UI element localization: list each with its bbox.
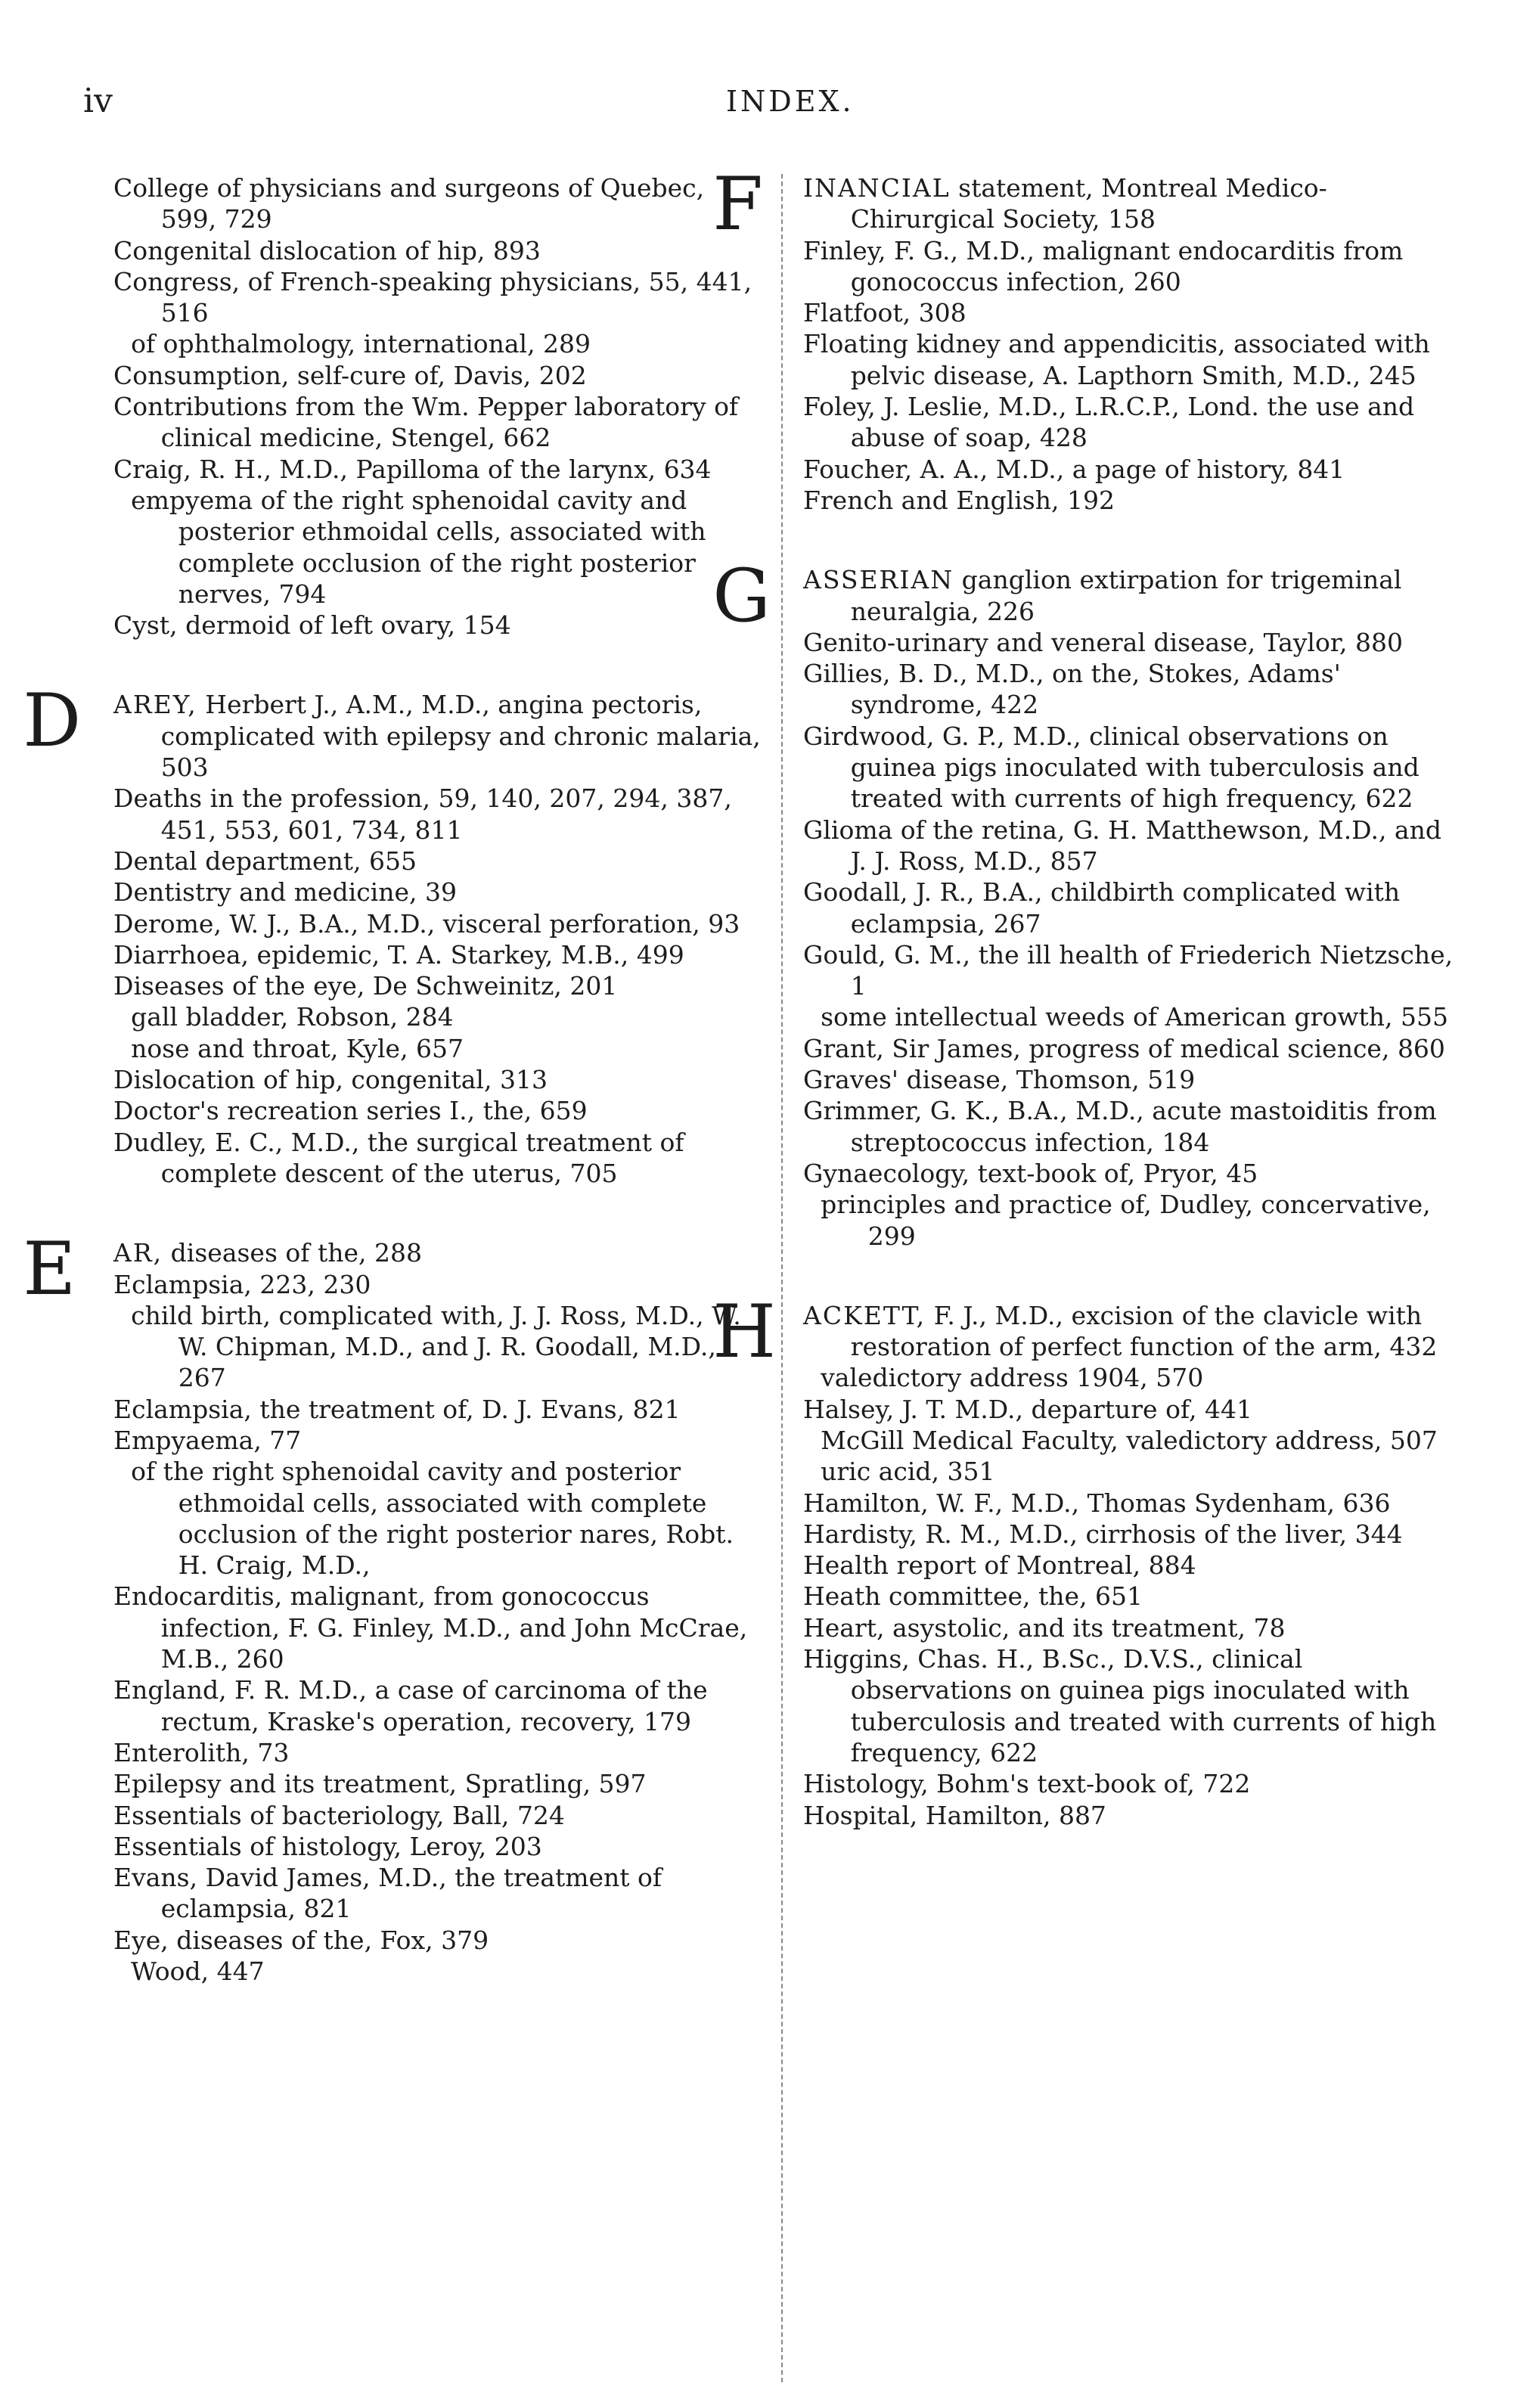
index-entry: Gillies, B. D., M.D., on the, Stokes, Adams' syndrome, 422	[803, 659, 1341, 720]
index-entry: Graves' disease, Thomson, 519	[803, 1065, 1196, 1095]
index-entry: Enterolith, 73	[113, 1737, 290, 1767]
index-entry: Dentistry and medicine, 39	[113, 877, 457, 908]
index-subentry: principles and practice of, Dudley, concervative, 299	[821, 1190, 1431, 1251]
index-entry: Halsey, J. T. M.D., departure of, 441	[803, 1394, 1252, 1424]
index-entry: Empyaema, 77	[113, 1425, 302, 1455]
index-subentry: nose and throat, Kyle, 657	[131, 1033, 464, 1063]
index-entry: Craig, R. H., M.D., Papilloma of the larynx, 634	[113, 454, 712, 484]
index-entry: Congress, of French-speaking physicians, 55, 441, 516	[113, 266, 752, 328]
lead-text: Herbert J., A.M., M.D., angina pectoris, complicated with epilepsy and chronic malaria, 503	[160, 690, 761, 783]
letter-block-d	[23, 678, 764, 783]
right-column	[712, 162, 1461, 1831]
g-entries	[803, 627, 1461, 1252]
index-entry: Hardisty, R. M., M.D., cirrhosis of the liver, 344	[803, 1519, 1403, 1549]
index-subentry: valedictory address 1904, 570	[821, 1363, 1204, 1393]
index-subentry: child birth, complicated with, J. J. Ross, M.D., W. W. Chipman, M.D., and J. R. Goodall, M.D., 267	[131, 1300, 741, 1393]
index-subentry: of the right sphenoidal cavity and posterior ethmoidal cells, associated with complete occlusion of the right posterior nares, Robt. H. Craig, M.D.,	[131, 1457, 734, 1581]
index-subentry: empyema of the right sphenoidal cavity and posterior ethmoidal cells, associated with complete occlusion of the right posterior nerves, 794	[131, 485, 706, 609]
index-entry: England, F. R. M.D., a case of carcinoma of the rectum, Kraske's operation, recovery, 179	[113, 1675, 708, 1736]
index-entry: Foucher, A. A., M.D., a page of history, 841	[803, 454, 1345, 484]
index-entry: Diarrhoea, epidemic, T. A. Starkey, M.B., 499	[113, 939, 684, 970]
index-entry: Evans, David James, M.D., the treatment of eclampsia, 821	[113, 1863, 662, 1924]
c-entries	[113, 162, 764, 641]
index-subentry: McGill Medical Faculty, valedictory address, 507	[821, 1425, 1438, 1455]
dropcap-f: F	[712, 162, 763, 247]
index-entry: Dislocation of hip, congenital, 313	[113, 1065, 548, 1095]
index-entry: Heart, asystolic, and its treatment, 78	[803, 1612, 1286, 1643]
lead-word: ASSERIAN	[803, 565, 954, 595]
index-entry: Cyst, dermoid of left ovary, 154	[113, 610, 511, 641]
letter-block-h	[712, 1289, 1461, 1374]
index-entry: Essentials of histology, Leroy, 203	[113, 1831, 542, 1861]
index-subentry: Wood, 447	[131, 1956, 265, 1987]
index-entry: Higgins, Chas. H., B.Sc., D.V.S., clinical observations on guinea pigs inoculated with tuberculosis and treated with currents of high frequency, 622	[803, 1644, 1437, 1767]
index-entry: Girdwood, G. P., M.D., clinical observations on guinea pigs inoculated with tuberculosis and treated with currents of high frequency, 622	[803, 721, 1420, 814]
index-entry: Congenital dislocation of hip, 893	[113, 235, 541, 265]
dropcap-e: E	[23, 1227, 76, 1312]
index-entry: Foley, J. Leslie, M.D., L.R.C.P., Lond. the use and abuse of soap, 428	[803, 392, 1415, 453]
h-entries	[803, 1362, 1461, 1830]
index-subentry: gall bladder, Robson, 284	[131, 1002, 454, 1032]
lead-word: AR,	[113, 1238, 163, 1268]
index-entry: Grant, Sir James, progress of medical science, 860	[803, 1033, 1445, 1063]
page-title: INDEX.	[726, 85, 855, 118]
letter-block-g	[712, 554, 1461, 639]
index-entry: College of physicians and surgeons of Quebec, 599, 729	[113, 173, 705, 234]
index-entry: Dudley, E. C., M.D., the surgical treatment of complete descent of the uterus, 705	[113, 1127, 684, 1188]
index-entry: Dental department, 655	[113, 846, 417, 876]
index-entry: Eye, diseases of the, Fox, 379	[113, 1925, 489, 1955]
index-entry: Essentials of bacteriology, Ball, 724	[113, 1800, 565, 1830]
e-entries	[113, 1269, 764, 1988]
lead-text: statement, Montreal Medico-Chirurgical Society, 158	[850, 173, 1327, 234]
index-entry: Finley, F. G., M.D., malignant endocarditis from gonococcus infection, 260	[803, 235, 1404, 296]
left-column	[23, 162, 764, 1987]
index-entry: Grimmer, G. K., B.A., M.D., acute mastoiditis from streptococcus infection, 184	[803, 1096, 1437, 1157]
dropcap-h: H	[712, 1289, 777, 1374]
lead-text: diseases of the, 288	[170, 1238, 422, 1268]
index-entry: Histology, Bohm's text-book of, 722	[803, 1769, 1251, 1799]
lead-word: AREY,	[113, 690, 197, 720]
index-entry: Eclampsia, the treatment of, D. J. Evans, 821	[113, 1394, 681, 1424]
index-entry: Flatfoot, 308	[803, 298, 967, 328]
index-entry: Gynaecology, text-book of, Pryor, 45	[803, 1158, 1258, 1188]
lead-text: F. J., M.D., excision of the clavicle with restoration of perfect function of the arm, 432	[850, 1300, 1438, 1362]
index-entry: Endocarditis, malignant, from gonococcus infection, F. G. Finley, M.D., and John McCrae, M.B., 260	[113, 1581, 748, 1674]
index-entry: Hamilton, W. F., M.D., Thomas Sydenham, 636	[803, 1488, 1391, 1518]
page-number: iv	[83, 82, 113, 120]
index-entry: Floating kidney and appendicitis, associated with pelvic disease, A. Lapthorn Smith, M.D., 245	[803, 329, 1430, 390]
lead-word: ACKETT,	[803, 1300, 926, 1330]
index-entry: Deaths in the profession, 59, 140, 207, 294, 387, 451, 553, 601, 734, 811	[113, 784, 732, 845]
index-entry: Health report of Montreal, 884	[803, 1550, 1196, 1581]
index-entry: Consumption, self-cure of, Davis, 202	[113, 360, 587, 390]
index-entry: Gould, G. M., the ill health of Friederich Nietzsche, 1	[803, 939, 1454, 1001]
index-entry: Contributions from the Wm. Pepper laboratory of clinical medicine, Stengel, 662	[113, 392, 739, 453]
column-divider	[781, 174, 783, 2382]
index-entry: Heath committee, the, 651	[803, 1581, 1143, 1612]
f-entries	[803, 235, 1461, 517]
index-entry: Glioma of the retina, G. H. Matthewson, M.D., and J. J. Ross, M.D., 857	[803, 815, 1441, 876]
index-entry: Genito-urinary and veneral disease, Taylor, 880	[803, 627, 1403, 657]
lead-word: INANCIAL	[803, 173, 951, 203]
index-entry: Derome, W. J., B.A., M.D., visceral perforation, 93	[113, 908, 740, 939]
index-subentry: some intellectual weeds of American growth, 555	[821, 1002, 1448, 1032]
dropcap-d: D	[23, 678, 82, 764]
index-entry: French and English, 192	[803, 485, 1115, 515]
index-entry: Diseases of the eye, De Schweinitz, 201	[113, 971, 618, 1001]
dropcap-g: G	[712, 554, 771, 639]
index-subentry: of ophthalmology, international, 289	[131, 329, 591, 359]
index-entry: Epilepsy and its treatment, Spratling, 597	[113, 1769, 647, 1799]
index-entry: Eclampsia, 223, 230	[113, 1269, 371, 1299]
index-entry: Hospital, Hamilton, 887	[803, 1800, 1106, 1830]
d-entries	[113, 783, 764, 1189]
index-subentry: uric acid, 351	[821, 1457, 995, 1487]
index-entry: Doctor's recreation series I., the, 659	[113, 1096, 588, 1126]
letter-block-f	[712, 162, 1461, 247]
lead-text: ganglion extirpation for trigeminal neuralgia, 226	[850, 565, 1402, 626]
index-entry: Goodall, J. R., B.A., childbirth complicated with eclampsia, 267	[803, 877, 1401, 939]
